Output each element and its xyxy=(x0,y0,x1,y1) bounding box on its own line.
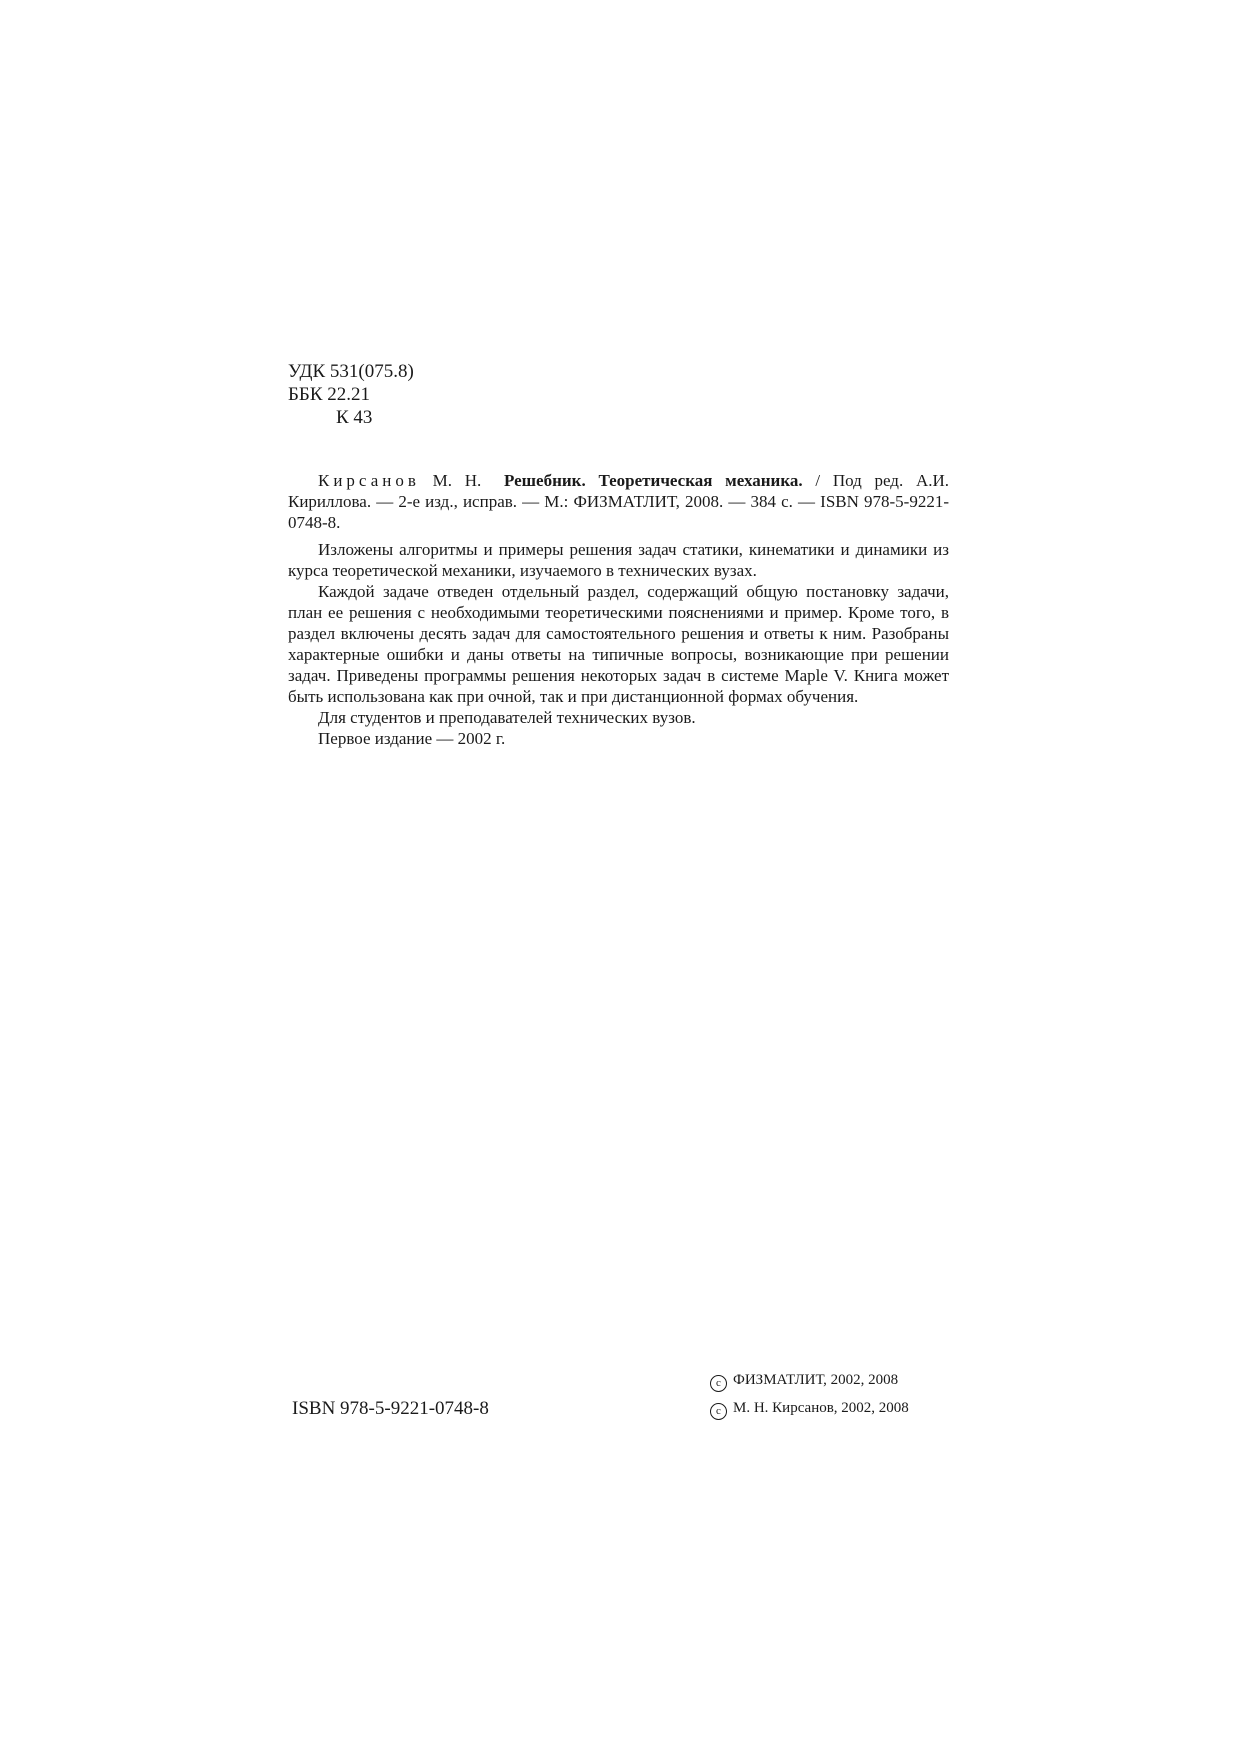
author-mark: К 43 xyxy=(336,407,373,428)
copyright-author xyxy=(710,1394,909,1422)
classification-block xyxy=(288,360,414,429)
abstract-paragraph: Изложены алгоритмы и примеры решения задач статики, кинематики и динамики из курса теоретической механики, изучаемого в технических вузах. xyxy=(288,540,949,580)
bbk-code: ББК 22.21 xyxy=(288,384,370,405)
author-surname: Кирсанов xyxy=(318,471,420,490)
copyright-publisher-text: ФИЗМАТЛИТ, 2002, 2008 xyxy=(733,1372,899,1388)
first-edition-line: Первое издание — 2002 г. xyxy=(318,729,506,748)
udk-code: УДК 531(075.8) xyxy=(288,361,414,382)
copyright-block xyxy=(710,1366,909,1422)
bibliographic-record xyxy=(288,470,949,533)
author-initials: М. Н. xyxy=(432,471,482,490)
audience-line: Для студентов и преподавателей технических вузов. xyxy=(318,708,696,727)
book-title: Решебник. Теоретическая механика. xyxy=(503,471,803,490)
copyright-icon: c xyxy=(710,1403,727,1420)
publication-details: / Под ред. А.И. Кириллова. — 2-е изд., исправ. — М.: ФИЗМАТЛИТ, 2008. — 384 с. — ISBN 978-5-9221-0748-8. xyxy=(288,471,949,532)
copyright-publisher xyxy=(710,1366,909,1394)
copyright-icon: c xyxy=(710,1375,727,1392)
abstract-paragraph: Каждой задаче отведен отдельный раздел, содержащий общую постановку задачи, план ее решения с необходимыми теоретическими пояснениями и пример. Кроме того, в раздел включены десять задач для самостоятельного решения и ответы к ним. Разобраны характерные ошибки и даны ответы на типичные вопросы, возникающие при решении задач. Приведены программы решения некоторых задач в системе Maple V. Книга может быть использована как при очной, так и при дистанционной формах обучения. xyxy=(288,582,949,706)
copyright-author-text: М. Н. Кирсанов, 2002, 2008 xyxy=(733,1400,909,1416)
isbn: ISBN 978-5-9221-0748-8 xyxy=(292,1398,489,1419)
abstract xyxy=(288,539,949,749)
